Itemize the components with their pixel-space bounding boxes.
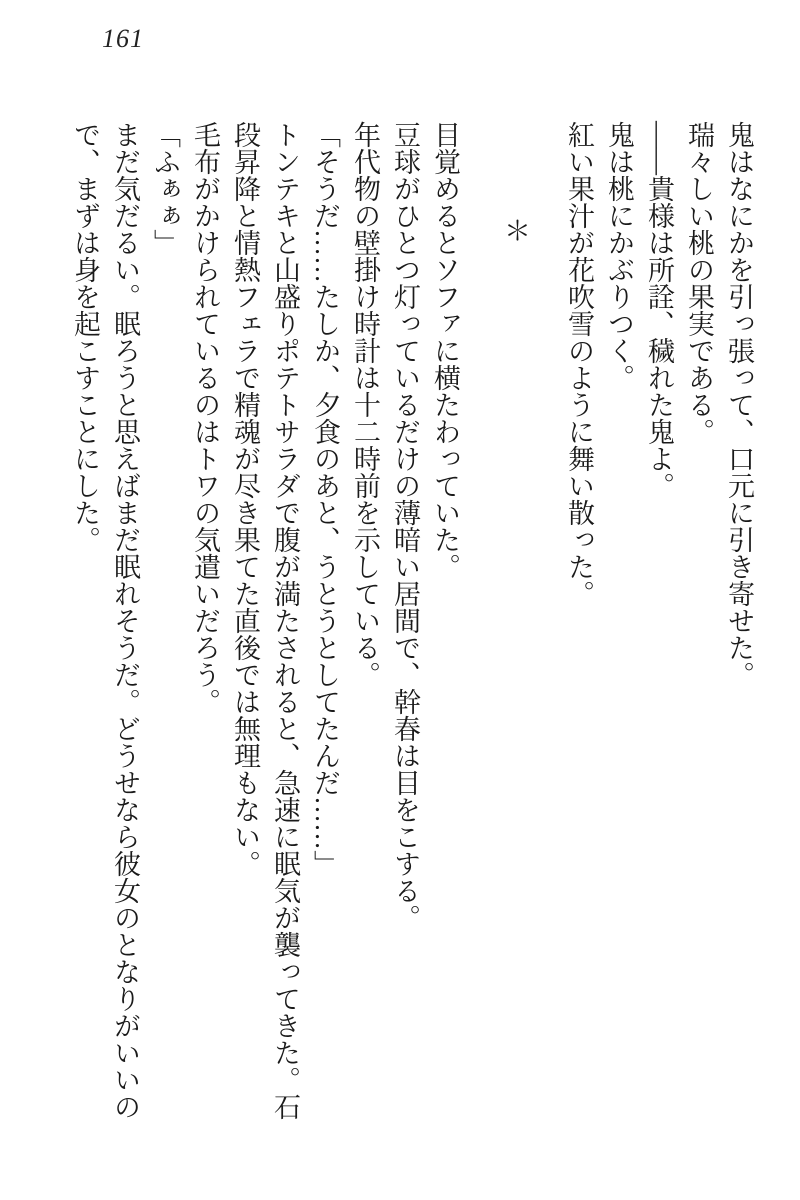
text-column: ――貴様は所詮、穢れた鬼よ。: [644, 121, 674, 499]
text-column: 「ふぁぁ」: [150, 121, 180, 256]
text-column: 豆球がひとつ灯っているだけの薄暗い居間で、幹春は目をこする。: [390, 121, 420, 931]
text-column: 鬼はなにかを引っ張って、口元に引き寄せた。: [724, 121, 754, 688]
text-column: 目覚めるとソファに横たわっていた。: [430, 121, 460, 580]
text-column: 鬼は桃にかぶりつく。: [604, 121, 634, 391]
section-separator: ＊: [500, 217, 530, 244]
text-column: 瑞々しい桃の果実である。: [684, 121, 714, 445]
text-column: トンテキと山盛りポテトサラダで腹が満たされると、急速に眠気が襲ってきた。石: [270, 121, 300, 1120]
text-area: [65, 121, 759, 1123]
text-column: まだ気だるい。眠ろうと思えばまだ眠れそうだ。どうせなら彼女のとなりがいいの: [110, 121, 140, 1120]
text-column: 「そうだ……たしか、夕食のあと、うとうとしてたんだ……」: [310, 121, 340, 877]
text-column: 段昇降と情熱フェラで精魂が尽き果てた直後では無理もない。: [230, 121, 260, 877]
page-number: 161: [102, 24, 144, 53]
text-column: 紅い果汁が花吹雪のように舞い散った。: [564, 121, 594, 607]
text-column: 年代物の壁掛け時計は十二時前を示している。: [350, 121, 380, 688]
text-column: で、まずは身を起こすことにした。: [70, 121, 100, 553]
text-column: 毛布がかけられているのはトワの気遣いだろう。: [190, 121, 220, 715]
